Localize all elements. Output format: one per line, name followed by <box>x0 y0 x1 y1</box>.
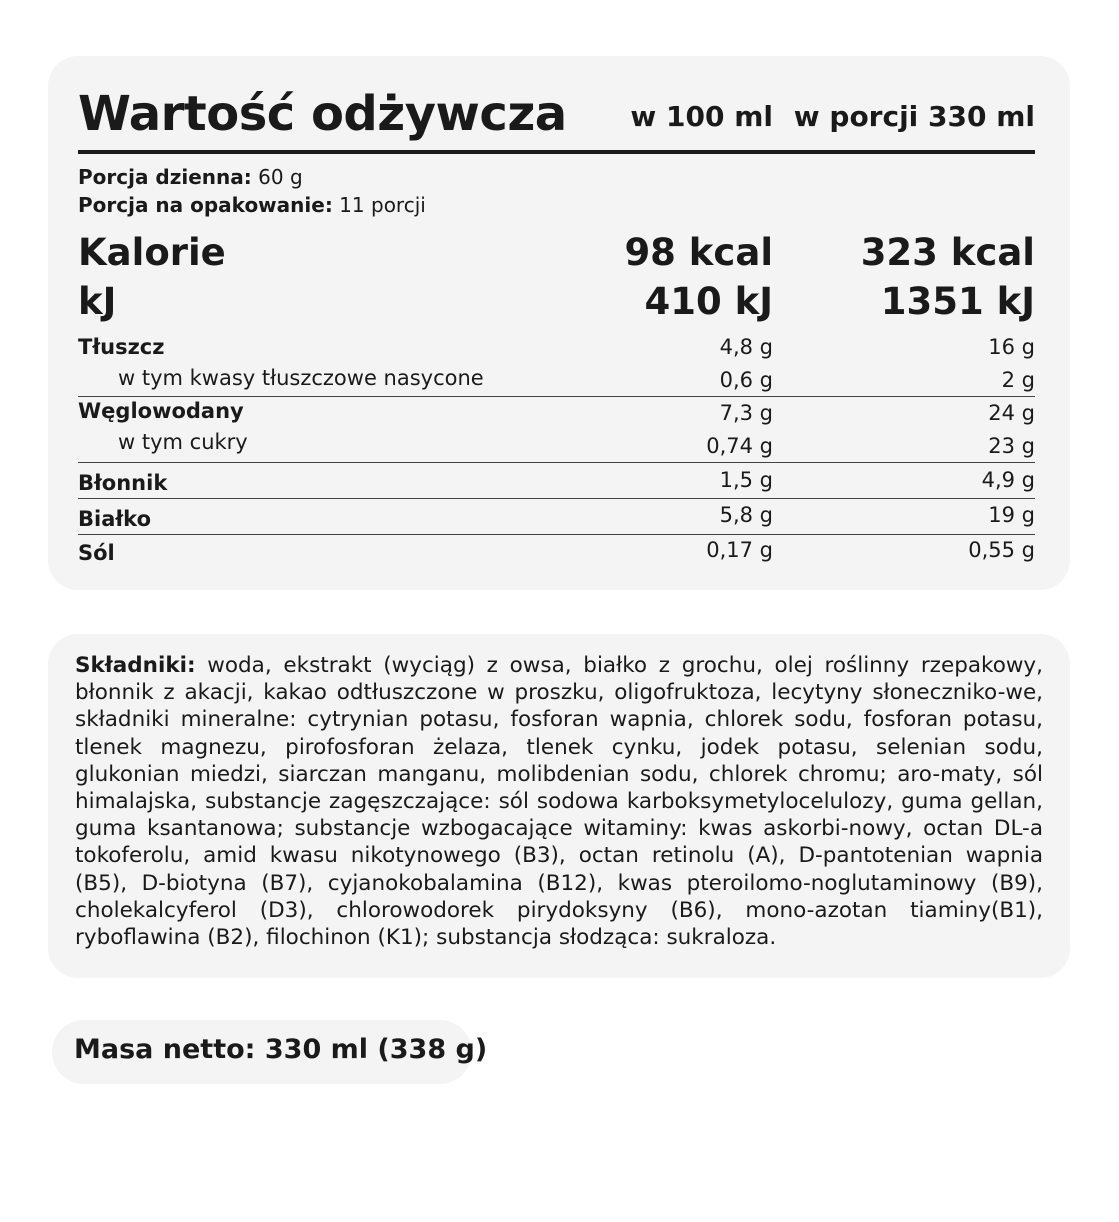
ingredients-panel <box>48 634 1070 978</box>
header-divider <box>78 150 1035 154</box>
row-label-sugars: w tym cukry <box>118 430 248 454</box>
row-value-fiber-portion: 4,9 g <box>981 468 1035 492</box>
row-value-protein-100ml: 5,8 g <box>719 503 773 527</box>
row-value-saturated-100ml: 0,6 g <box>719 368 773 392</box>
row-divider <box>78 498 1035 499</box>
row-value-protein-portion: 19 g <box>988 503 1035 527</box>
ingredients-label: Składniki: <box>75 653 196 678</box>
row-label-salt: Sól <box>78 541 115 565</box>
kj-label: kJ <box>78 280 117 323</box>
row-value-sugars-100ml: 0,74 g <box>706 434 773 458</box>
ingredients-list: woda, ekstrakt (wyciąg) z owsa, białko z grochu, olej roślinny rzepakowy, błonnik z akacji, kakao odtłuszczone w proszku, oligofruktoza, lecytyny słoneczniko-we, składniki mineralne: cytrynian potasu, fosforan wapnia, chlorek sodu, fosforan potasu, tlenek magnezu, pirofosforan żelaza, tlenek cynku, jodek potasu, selenian sodu, glukonian miedzi, siarczan manganu, molibdenian sodu, chlorek chromu; aro-maty, sól himalajska, substancje zagęszczające: sól sodowa karboksymetylocelulozy, guma gellan, guma ksantanowa; substancje wzbogacające witaminy: kwas askorbi-nowy, octan DL-a tokoferolu, amid kwasu nikotynowego (B3), octan retinolu (A), D-pantotenian wapnia (B5), D-biotyna (B7), cyjanokobalamina (B12), kwas pteroilomo-noglutaminowy (B9), cholekalcyferol (D3), chlorowodorek pirydoksyny (B6), mono-azotan tiaminy(B1), ryboflawina (B2), filochinon (K1); substancja słodząca: sukraloza. <box>75 653 1043 951</box>
column-header-per-100ml: w 100 ml <box>630 100 773 133</box>
row-value-carbs-100ml: 7,3 g <box>719 401 773 425</box>
net-weight-badge <box>52 1020 488 1084</box>
calories-per-100ml: 98 kcal <box>624 231 773 274</box>
row-value-sugars-portion: 23 g <box>988 434 1035 458</box>
row-value-saturated-portion: 2 g <box>1001 368 1035 392</box>
row-label-fat: Tłuszcz <box>78 335 165 359</box>
calories-label: Kalorie <box>78 231 226 274</box>
row-label-carbohydrates: Węglowodany <box>78 399 244 423</box>
daily-portion-label: Porcja dzienna: <box>78 165 252 189</box>
column-header-per-portion: w porcji 330 ml <box>793 100 1035 133</box>
row-value-fiber-100ml: 1,5 g <box>719 468 773 492</box>
row-divider <box>78 462 1035 463</box>
row-value-fat-100ml: 4,8 g <box>719 335 773 359</box>
package-portion-value: 11 porcji <box>332 193 426 217</box>
kj-per-100ml: 410 kJ <box>644 280 773 323</box>
row-value-salt-100ml: 0,17 g <box>706 538 773 562</box>
kj-per-portion: 1351 kJ <box>880 280 1035 323</box>
package-portion-label: Porcja na opakowanie: <box>78 193 333 217</box>
row-label-fiber: Błonnik <box>78 471 168 495</box>
row-label-protein: Białko <box>78 507 151 531</box>
row-divider <box>78 534 1035 535</box>
daily-portion <box>78 165 303 189</box>
row-value-carbs-portion: 24 g <box>988 401 1035 425</box>
nutrition-title: Wartość odżywcza <box>78 86 567 142</box>
row-label-saturated-fat: w tym kwasy tłuszczowe nasycone <box>118 366 484 390</box>
daily-portion-value: 60 g <box>251 165 303 189</box>
ingredients-text <box>75 652 1043 951</box>
nutrition-facts-panel <box>48 56 1070 590</box>
row-divider <box>78 396 1035 397</box>
calories-per-portion: 323 kcal <box>860 231 1035 274</box>
row-value-fat-portion: 16 g <box>988 335 1035 359</box>
row-value-salt-portion: 0,55 g <box>968 538 1035 562</box>
package-portion <box>78 193 426 217</box>
net-weight-text: Masa netto: 330 ml (338 g) <box>74 1034 488 1065</box>
